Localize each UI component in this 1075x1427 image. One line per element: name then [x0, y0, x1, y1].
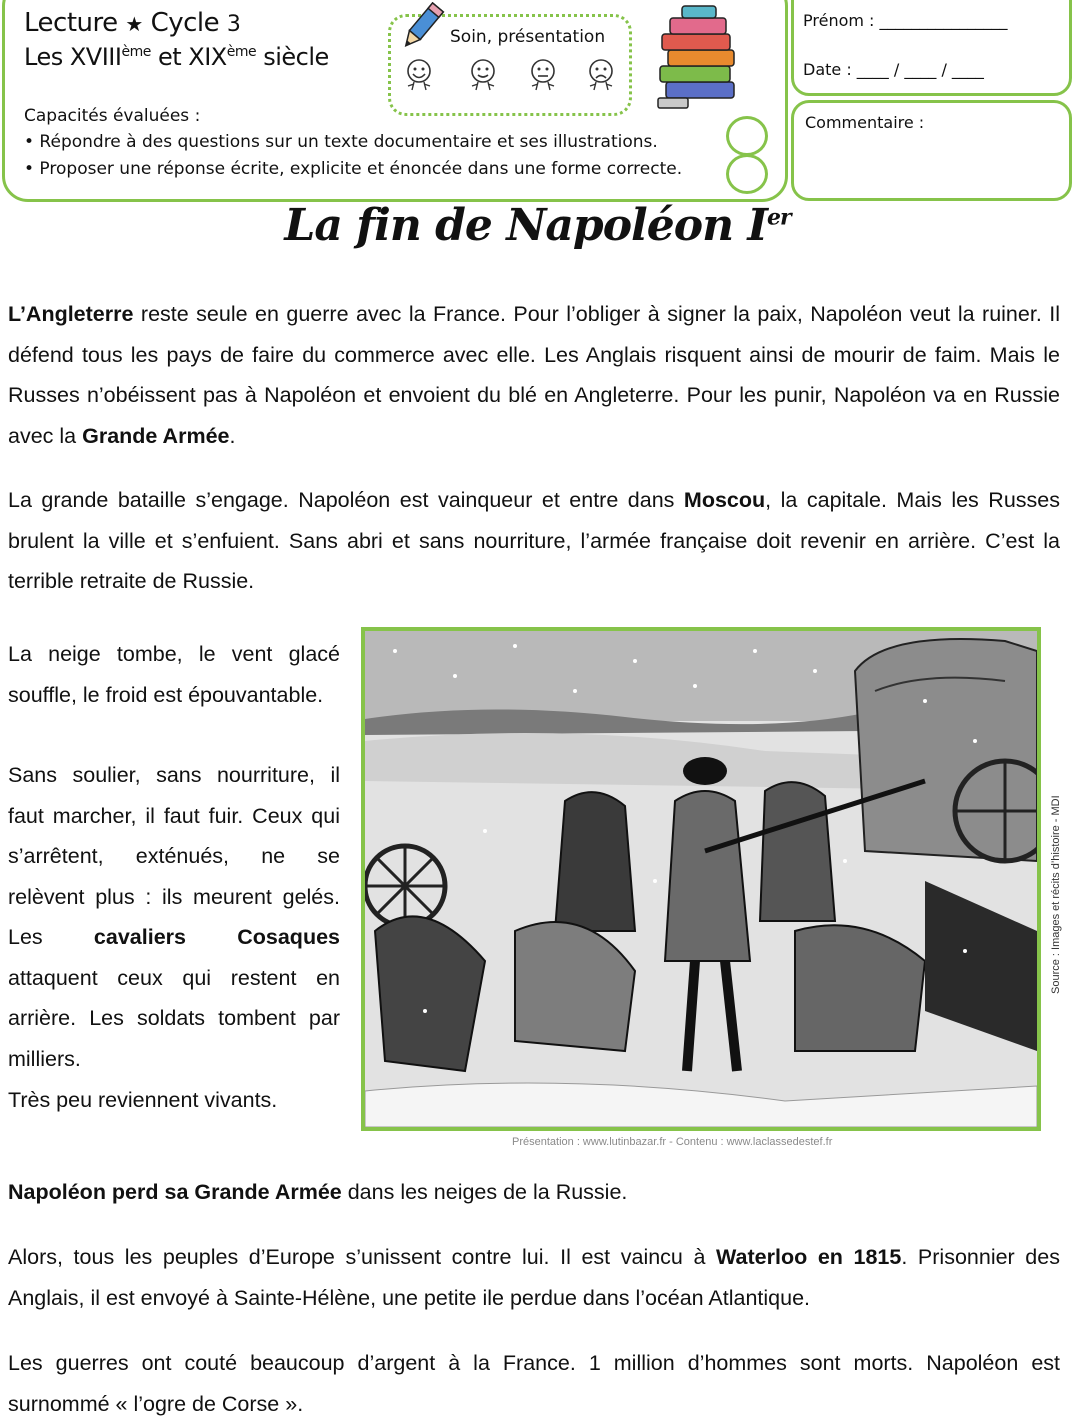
image-source: Source : Images et récits d’histoire - MDI	[1050, 795, 1062, 994]
capacite-item-2: • Proposer une réponse écrite, explicite et énoncée dans une forme correcte.	[24, 159, 683, 179]
paragraph-3b: Sans soulier, sans nourriture, il faut marcher, il faut fuir. Ceux qui s’arrêtent, exténués, ne se relèvent plus : ils meurent gelés. Les cavaliers Cosaques attaquent ceux qui restent en arrière. Les soldats tombent par milliers.	[8, 763, 340, 1071]
date-field[interactable]: Date : ____ / ____ / ____	[803, 60, 984, 79]
capacite-item-1: • Répondre à des questions sur un texte documentaire et ses illustrations.	[24, 132, 658, 152]
paragraph-3a: La neige tombe, le vent glacé souffle, le froid est épouvantable.	[8, 642, 340, 707]
sad-face-icon	[584, 56, 618, 96]
paragraph-2: La grande bataille s’engage. Napoléon est vainqueur et entre dans Moscou, la capitale. Mais les Russes brulent la ville et s’enfuient. Sans abri et sans nourriture, l’armée française doit revenir en arrière. C’est la terrible retraite de Russie.	[8, 488, 1060, 593]
neutral-face-icon	[526, 56, 560, 96]
prenom-field[interactable]: Prénom : ________________	[803, 11, 1008, 30]
happy-face-icon	[402, 56, 436, 96]
paragraph-3c: Très peu reviennent vivants.	[8, 1088, 278, 1112]
paragraph-5: Alors, tous les peuples d’Europe s’unissent contre lui. Il est vaincu à Waterloo en 1815. Prisonnier des Anglais, il est envoyé à Sainte-Hélène, une petite ile perdue dans l’océan Atlantique.	[8, 1245, 1060, 1310]
books-stack-icon	[652, 4, 748, 114]
lecture-label: Lecture	[24, 8, 118, 38]
pencil-icon	[394, 2, 450, 54]
evaluation-circle-1[interactable]	[726, 116, 768, 156]
capacites-title: Capacités évaluées :	[24, 106, 201, 126]
soin-label: Soin, présentation	[450, 27, 606, 47]
smile-face-icon	[466, 56, 500, 96]
paragraph-1: L’Angleterre reste seule en guerre avec la France. Pour l’obliger à signer la paix, Napoléon veut la ruiner. Il défend tous les pays de faire du commerce avec elle. Les Anglais risquent ainsi de mourir de faim. Mais le Russes n’obéissent pas à Napoléon et envoient du blé en Angleterre. Pour les punir, Napoléon va en Russie avec la Grande Armée.	[8, 302, 1060, 448]
cycle-label: Cycle	[150, 8, 220, 38]
commentaire-label: Commentaire :	[805, 113, 925, 132]
lecture-cycle-title	[24, 8, 240, 38]
evaluation-circle-2[interactable]	[726, 154, 768, 194]
retreat-illustration	[361, 627, 1041, 1131]
paragraph-6: Les guerres ont couté beaucoup d’argent à la France. 1 million d’hommes sont morts. Napoléon est surnommé « l’ogre de Corse ».	[8, 1351, 1060, 1416]
star-icon: ★	[125, 12, 143, 36]
page-title: La fin de Napoléon Ier	[284, 200, 791, 251]
cycle-number: 3	[226, 12, 241, 37]
paragraph-4: Napoléon perd sa Grande Armée dans les neiges de la Russie.	[8, 1180, 628, 1204]
retreat-scene-drawing	[365, 631, 1037, 1127]
credit-line: Présentation : www.lutinbazar.fr - Contenu : www.laclassedestef.fr	[512, 1136, 833, 1148]
era-subtitle: Les XVIIIème et XIXème siècle	[24, 43, 329, 71]
